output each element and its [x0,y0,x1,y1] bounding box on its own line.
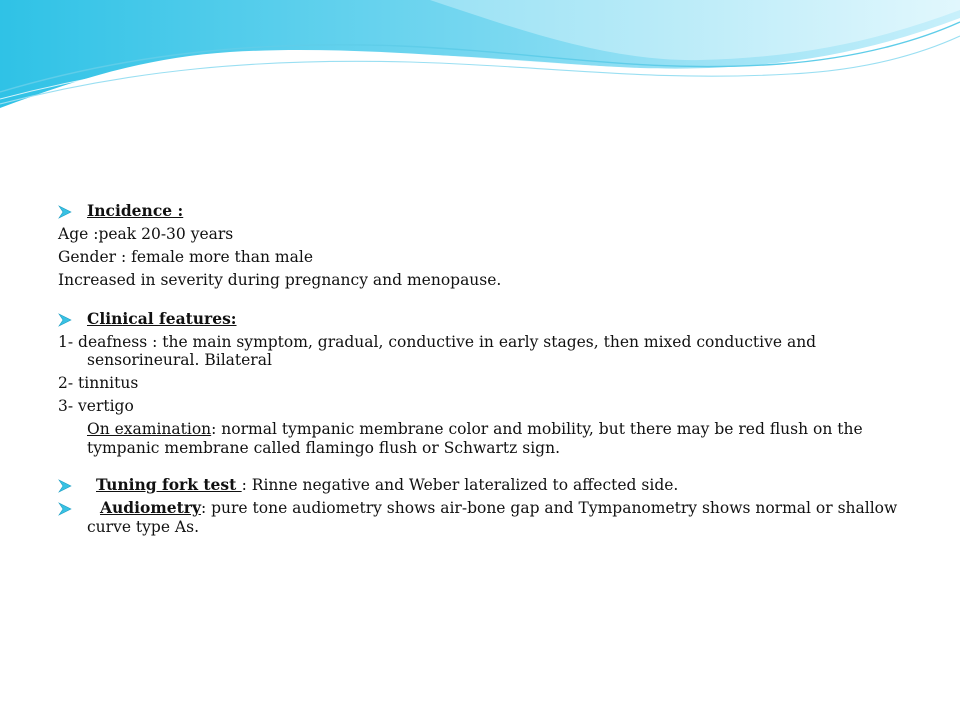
audiometry-text: : pure tone audiometry shows air-bone gap and Tympanometry shows normal or shallow curve type As. [87,498,898,536]
tuning-fork-label: Tuning fork test [96,474,242,494]
clinical-deafness: 1- deafness : the main symptom, gradual, conductive in early stages, then mixed conductive and sensorineural. Bilateral [58,332,817,370]
clinical-examination [58,420,898,458]
tuning-fork-text: : Rinne negative and Weber lateralized to affected side. [241,475,679,494]
incidence-heading: Incidence : [87,201,184,220]
slide-body [58,202,898,537]
examination-text: : normal tympanic membrane color and mobility, but there may be red flush on the tympanic membrane called flamingo flush or Schwartz sign. [87,420,863,458]
incidence-heading-row [58,202,898,221]
arrow-bullet-icon [58,205,72,219]
clinical-tinnitus: 2- tinnitus [58,374,139,393]
examination-label: On examination [87,420,212,439]
incidence-gender: Gender : female more than male [58,247,313,266]
incidence-age: Age :peak 20-30 years [58,224,234,243]
arrow-bullet-icon [58,479,72,493]
clinical-heading-row [58,310,898,329]
header-wave-decoration [0,0,960,130]
audiometry-row [58,499,898,537]
clinical-vertigo: 3- vertigo [58,397,134,416]
audiometry-label: Audiometry [100,497,201,517]
arrow-bullet-icon [58,502,72,516]
clinical-heading: Clinical features: [87,308,237,328]
tuning-fork-row [58,476,898,495]
arrow-bullet-icon [58,313,72,327]
incidence-severity: Increased in severity during pregnancy and menopause. [58,270,502,289]
